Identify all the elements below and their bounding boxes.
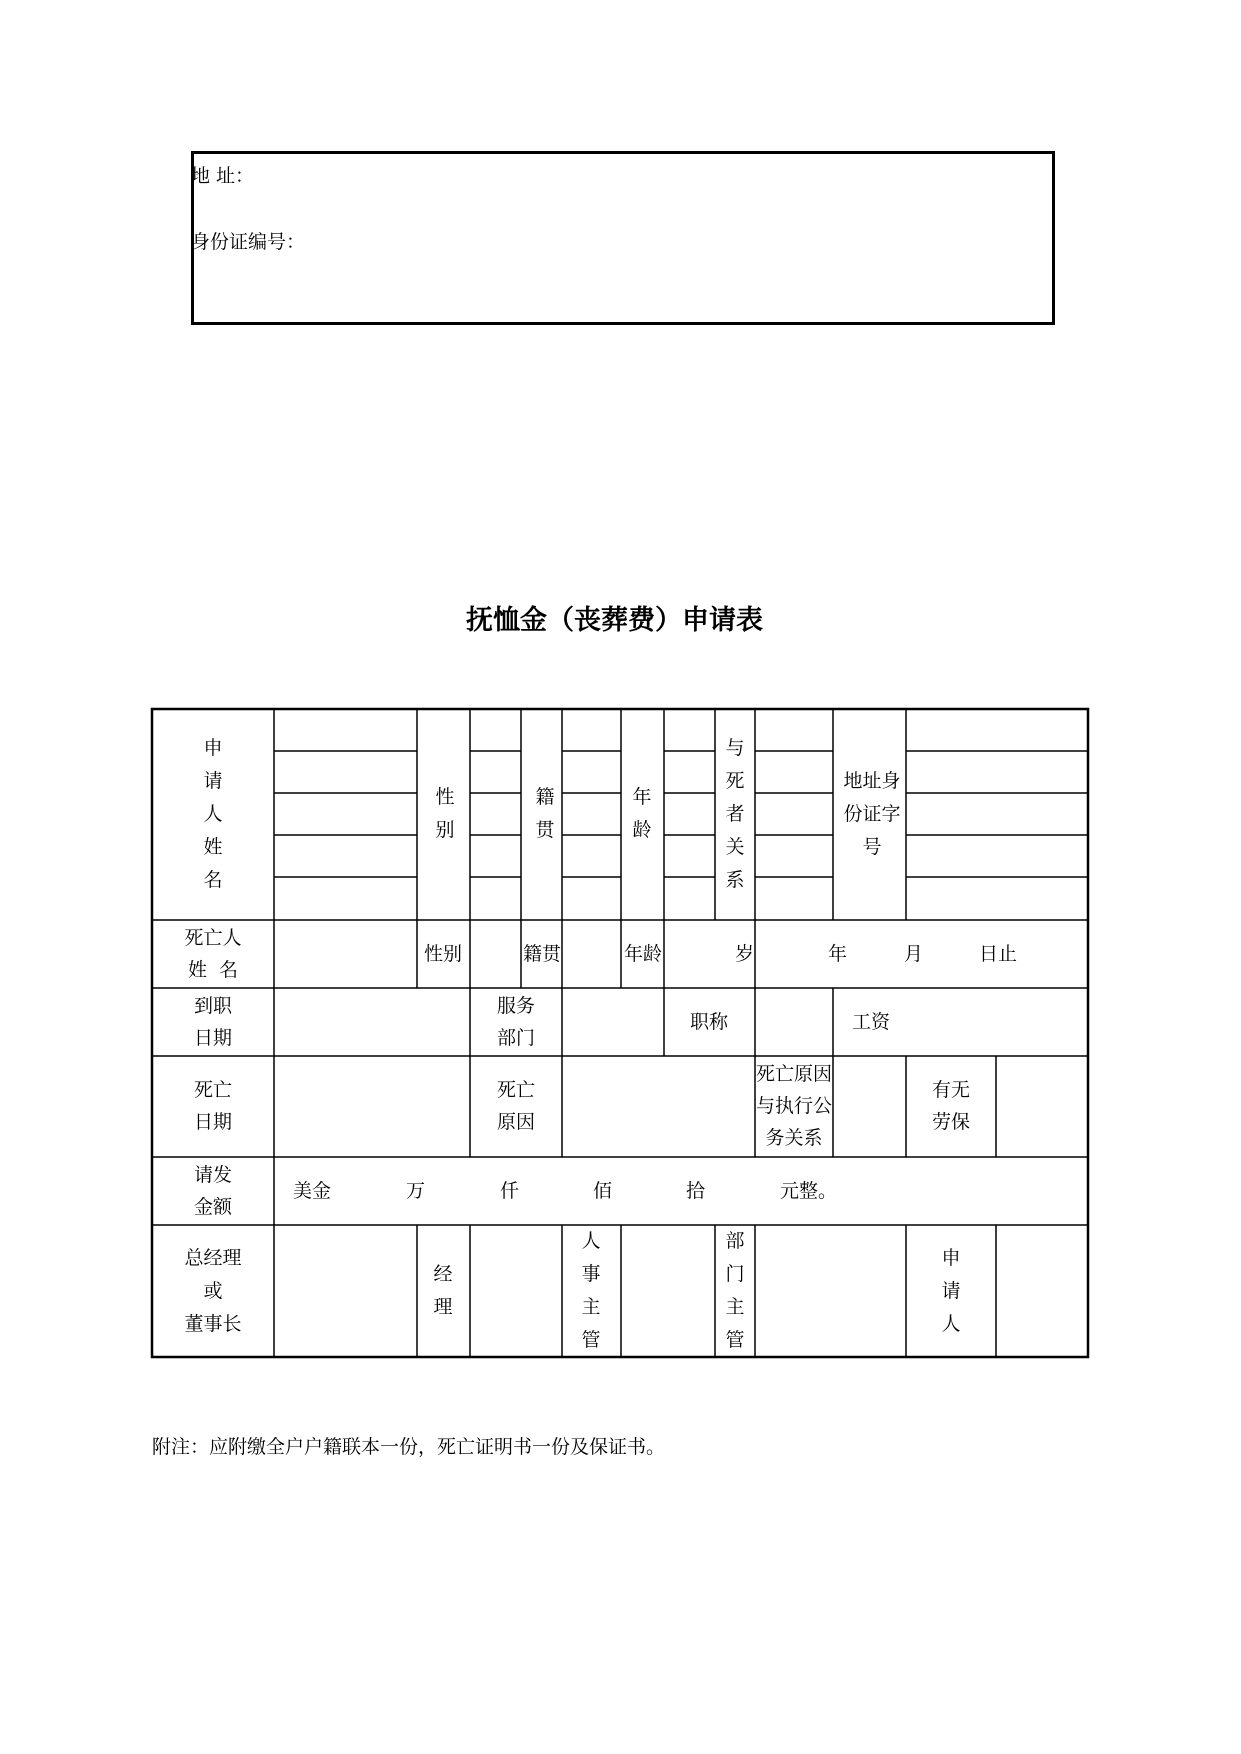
month-label: 月	[904, 943, 924, 965]
relation-label: 与 死 者 关 系	[725, 736, 745, 891]
cause-relation-label: 死亡原因 与执行公 务关系	[755, 1063, 832, 1149]
qian-label: 仟	[500, 1180, 520, 1202]
address-id-label: 地址身 份证字 号	[843, 769, 901, 858]
gm-chairman-label: 总经理 或 董事长	[184, 1246, 242, 1335]
bai-label: 佰	[593, 1180, 613, 1202]
deceased-native-label: 籍贯	[522, 943, 561, 965]
death-date-label: 死亡 日期	[193, 1079, 232, 1133]
year-label: 年	[828, 943, 848, 965]
hr-supervisor-label: 人 事 主 管	[581, 1230, 601, 1351]
death-cause-label: 死亡 原因	[496, 1079, 535, 1133]
dept-supervisor-label: 部 门 主 管	[725, 1230, 745, 1351]
labor-insurance-label: 有无 劳保	[931, 1079, 970, 1133]
footnote: 附注：应附缴全户户籍联本一份，死亡证明书一份及保证书。	[152, 1436, 666, 1458]
manager-label: 经 理	[433, 1263, 453, 1318]
form-title: 抚恤金（丧葬费）申请表	[466, 605, 763, 636]
wan-label: 万	[406, 1180, 426, 1202]
salary-label: 工资	[851, 1011, 890, 1033]
age-unit-label: 岁	[735, 943, 755, 965]
join-date-label: 到职 日期	[193, 995, 232, 1049]
day-until-label: 日止	[979, 943, 1018, 965]
request-amount-label: 请发 金额	[193, 1164, 232, 1218]
shi-label: 拾	[686, 1180, 706, 1202]
id-number-label: 身份证编号：	[191, 231, 306, 253]
service-dept-label: 服务 部门	[496, 995, 535, 1049]
address-label: 地 址：	[191, 165, 255, 187]
yuan-label: 元整。	[780, 1180, 838, 1202]
gender-label: 性 别	[435, 786, 455, 841]
deceased-name-label: 死亡人 姓 名	[184, 927, 242, 981]
native-place-label: 籍 贯	[535, 786, 555, 841]
applicant-sign-label: 申 请 人	[941, 1246, 961, 1335]
applicant-name-label: 申 请 人 姓 名	[203, 736, 223, 891]
age-label: 年 龄	[632, 786, 652, 841]
deceased-age-label: 年龄	[623, 943, 662, 965]
usd-label: 美金	[293, 1180, 332, 1202]
job-title-label: 职称	[689, 1011, 728, 1033]
deceased-gender-label: 性别	[423, 943, 462, 965]
